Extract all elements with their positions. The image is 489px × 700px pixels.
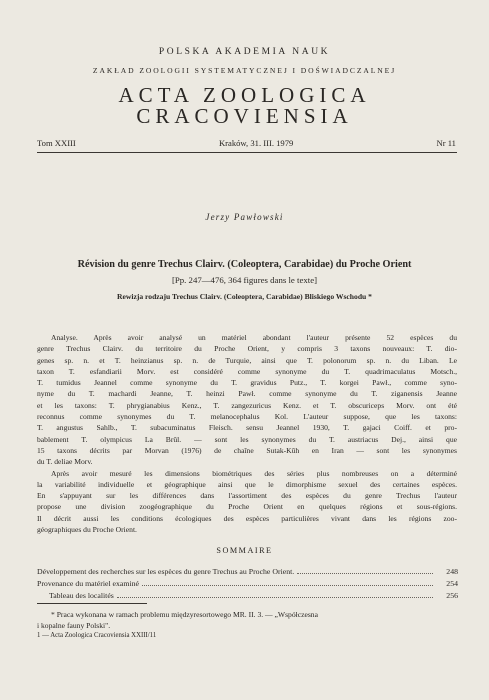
issue-meta-row [37, 138, 456, 148]
toc-entry-label: Provenance du matériel examiné [37, 579, 139, 588]
toc-entry[interactable] [37, 590, 458, 602]
abstract-line: reconnus comme synonymes du T. melanocephalus Kol. L'auteur suppose, que les taxons: [37, 412, 457, 422]
abstract-line: nyme du T. machardi Jeanne, T. heinzi Pawł. comme synonyme du T. ziganensis Jeanne [37, 389, 457, 399]
header-rule [37, 152, 457, 153]
abstract-line: géographiques du Proche Orient. [37, 525, 137, 535]
footnote [37, 609, 458, 631]
abstract [37, 332, 457, 535]
footnote-line: i kopalne fauny Polski". [37, 621, 111, 630]
abstract-line: T. tumidus Jeannel comme synonyme du T. gravidus Putz., T. korgei Pawł., comme syno- [37, 378, 457, 388]
abstract-line: Après avoir mesuré les dimensions biométriques des séries plus nombreuses on a déterminé [51, 468, 457, 478]
article-title: Révision du genre Trechus Clairv. (Coleoptera, Carabidae) du Proche Orient [77, 259, 412, 270]
table-of-contents [37, 566, 458, 602]
abstract-line: genes sp. n. et T. heinzianus sp. n. de Turquie, ainsi que T. polonorum sp. n. du Liban. Le [37, 355, 457, 365]
toc-entry-page: 256 [446, 591, 458, 600]
article-author: Jerzy Pawłowski [205, 212, 284, 222]
article-pages: [Pp. 247—476, 364 figures dans le texte] [171, 275, 318, 285]
abstract-line: propose une division zoogéographique du Proche Orient en quelques régions et sous-régions. [37, 502, 457, 512]
abstract-line: bablement T. olympicus La Brûl. — sont les synonymes du T. austriacus Dej., ainsi que [37, 434, 457, 444]
article-polish-title: Rewizja rodzaju Trechus Clairv. (Coleoptera, Carabidae) Bliskiego Wschodu * [117, 292, 372, 301]
abstract-line: taxon T. esfandiarii Morv. est considéré comme synonyme du T. quadrimaculatus Motsch., [37, 366, 457, 376]
toc-entry-page: 248 [446, 567, 458, 576]
toc-entry[interactable] [37, 578, 458, 590]
footnote-rule [37, 603, 147, 604]
page-signature: 1 — Acta Zoologica Cracoviensia XXIII/11 [37, 632, 157, 639]
footnote-line: * Praca wykonana w ramach problemu międzyresortowego MR. II. 3. — „Współczesna [51, 610, 318, 619]
toc-leader-dots [142, 578, 433, 586]
toc-leader-dots [117, 590, 433, 598]
abstract-line: 15 taxons décrits par Morvan (1976) de chaîne Sutak-Kūh en Iran — sont les synonymes [37, 445, 457, 455]
abstract-line: la variabilité individuelle et géographique ainsi que le dimorphisme sexuel des certaines espèces. [37, 479, 457, 489]
issue-number: Nr 11 [436, 138, 456, 148]
abstract-line: En s'appuyant sur les différences dans l'assortiment des espèces du genre Trechus l'auteur [37, 491, 457, 501]
sommaire-heading: SOMMAIRE [216, 546, 273, 555]
abstract-line: genre Trechus Clairv. du territoire du Proche Orient, y compris 3 taxons nouveaux: T. dio- [37, 344, 457, 354]
institute-name: ZAKŁAD ZOOLOGII SYSTEMATYCZNEJ I DOŚWIADCZALNEJ [92, 66, 397, 75]
journal-title-line2: CRACOVIENSIA [136, 104, 353, 128]
toc-leader-dots [297, 566, 433, 574]
toc-entry-page: 254 [446, 579, 458, 588]
abstract-line: Analyse. Après avoir analysé un matériel abondant l'auteur présente 52 espèces du [51, 333, 457, 342]
volume-label: Tom XXIII [37, 138, 76, 148]
abstract-line: et les taxons: T. phrygianabius Kenz., T. zangezuricus Kenz. et T. obscuriceps Morv. ont été [37, 400, 457, 410]
journal-title-line1: ACTA ZOOLOGICA [118, 83, 371, 107]
abstract-line: du T. deliae Morv. [37, 457, 93, 467]
toc-entry[interactable] [37, 566, 458, 578]
toc-entry-label: Développement des recherches sur les espèces du genre Trechus au Proche Orient. [37, 567, 295, 576]
academy-name: POLSKA AKADEMIA NAUK [158, 47, 331, 57]
abstract-line: T. angustus Sahlb., T. subacuminatus Fleisch. sensu Jeannel 1930, T. gajaci Coiff. et pro- [37, 423, 457, 433]
toc-entry-label: Tableau des localités [49, 591, 114, 600]
abstract-line: Il décrit aussi les conditions écologiques des espèces particulières vivant dans les régions zoo- [37, 513, 457, 523]
place-date: Kraków, 31. III. 1979 [218, 138, 294, 148]
